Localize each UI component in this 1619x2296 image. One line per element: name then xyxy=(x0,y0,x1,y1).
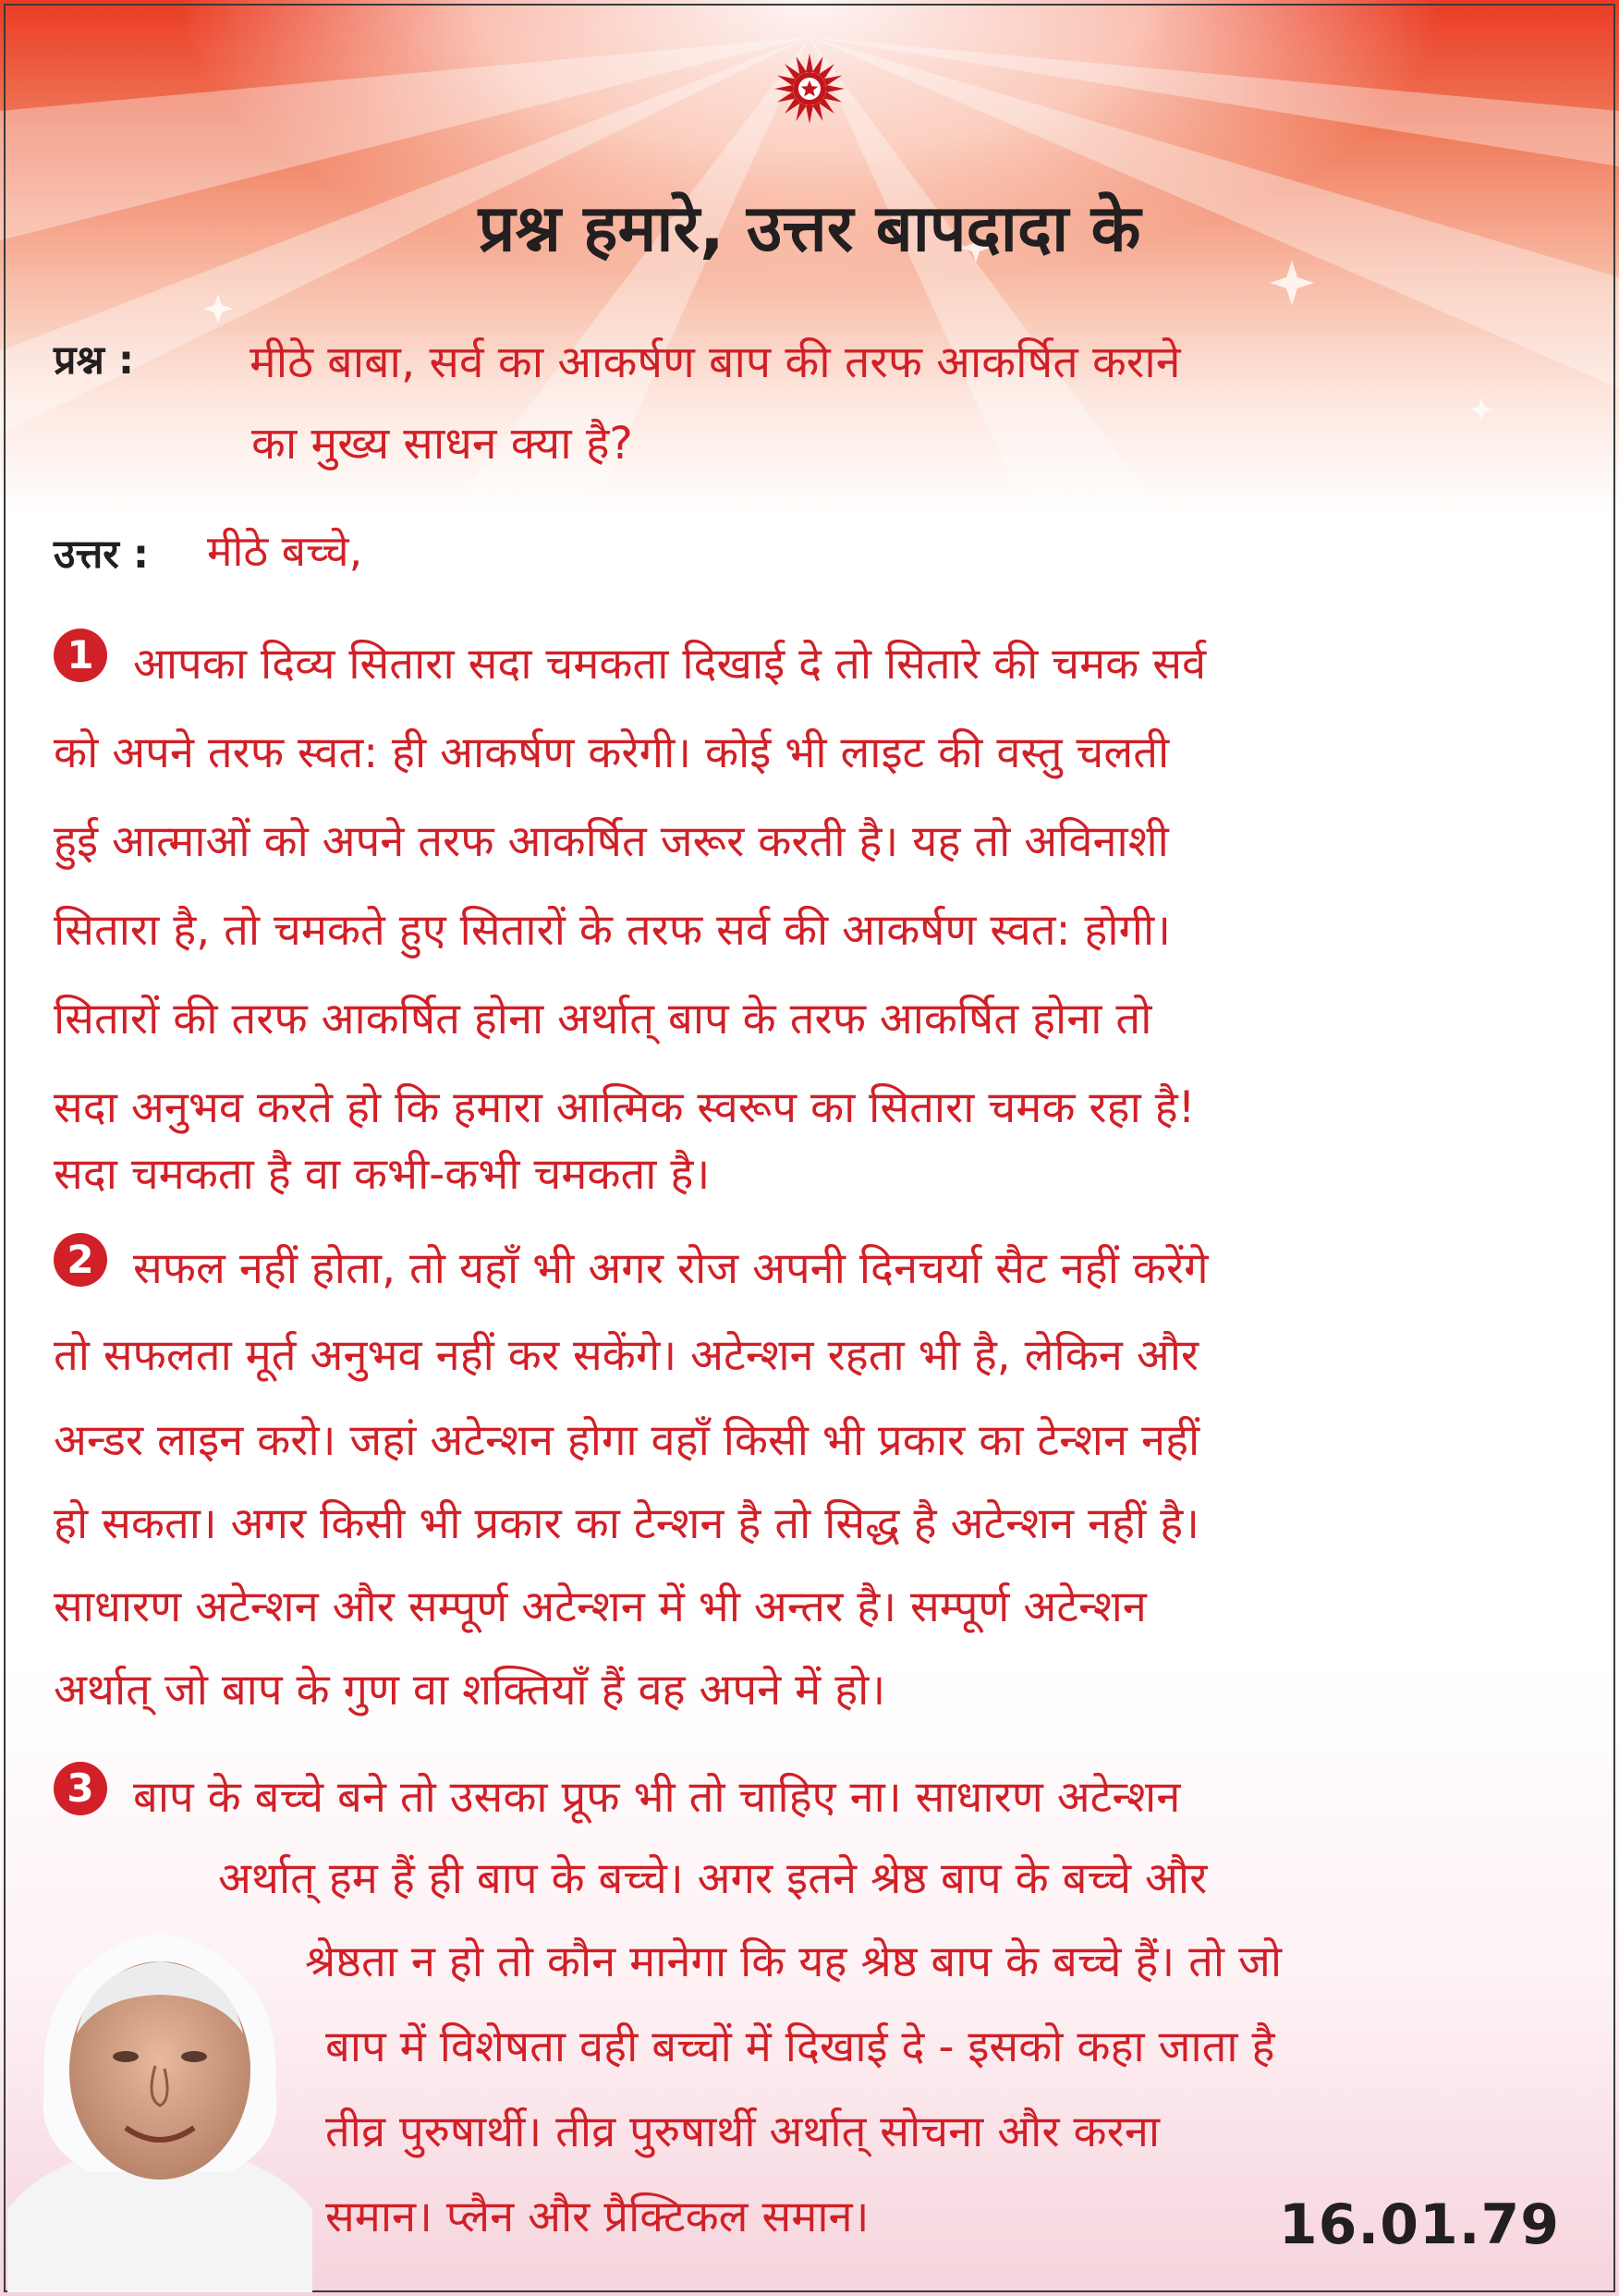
question-line: मीठे बाबा, सर्व का आकर्षण बाप की तरफ आकर्षित कराने xyxy=(250,336,1181,388)
number-badge-icon: 2 xyxy=(54,1233,107,1287)
point-line: साधारण अटेन्शन और सम्पूर्ण अटेन्शन में भी अन्तर है। सम्पूर्ण अटेन्शन xyxy=(54,1582,1147,1632)
point-line: तीव्र पुरुषार्थी। तीव्र पुरुषार्थी अर्थात् सोचना और करना xyxy=(325,2107,1161,2157)
point-line: हो सकता। अगर किसी भी प्रकार का टेन्शन है तो सिद्ध है अटेन्शन नहीं है। xyxy=(54,1498,1199,1549)
brahma-kumaris-logo-icon xyxy=(773,52,846,126)
point-line: सितारों की तरफ आकर्षित होना अर्थात् बाप के तरफ आकर्षित होना तो xyxy=(54,994,1152,1044)
date-stamp: 16.01.79 xyxy=(1278,2192,1560,2257)
question-text xyxy=(250,322,1580,484)
point-line: बाप में विशेषता वही बच्चों में दिखाई दे - इसको कहा जाता है xyxy=(325,2021,1275,2072)
number-badge-icon: 3 xyxy=(54,1762,107,1815)
number-badge-icon: 1 xyxy=(54,629,107,682)
point-line: सदा चमकता है वा कभी-कभी चमकता है। xyxy=(54,1149,711,1200)
point-line: सितारा है, तो चमकते हुए सितारों के तरफ सर्व की आकर्षण स्वत: होगी। xyxy=(54,905,1171,956)
point-line: हुई आत्माओं को अपने तरफ आकर्षित जरूर करती है। यह तो अविनाशी xyxy=(54,816,1169,867)
answer-label: उत्तर : xyxy=(54,531,150,578)
point-line: सदा अनुभव करते हो कि हमारा आत्मिक स्वरूप का सितारा चमक रहा है! xyxy=(54,1082,1196,1133)
point-line: आपका दिव्य सितारा सदा चमकता दिखाई दे तो सितारे की चमक सर्व xyxy=(133,639,1207,690)
question-line: का मुख्य साधन क्या है? xyxy=(251,418,633,470)
question-label: प्रश्न : xyxy=(54,337,135,384)
point-line: श्रेष्ठता न हो तो कौन मानेगा कि यह श्रेष्ठ बाप के बच्चे हैं। तो जो xyxy=(305,1936,1283,1987)
point-line: समान। प्लैन और प्रैक्टिकल समान। xyxy=(325,2192,870,2242)
answer-greeting: मीठे बच्चे, xyxy=(207,526,363,576)
point-line: अर्थात् हम हैं ही बाप के बच्चे। अगर इतने श्रेष्ठ बाप के बच्चे और xyxy=(218,1853,1208,1904)
point-line: सफल नहीं होता, तो यहाँ भी अगर रोज अपनी दिनचर्या सैट नहीं करेंगे xyxy=(133,1243,1209,1294)
point-line: अन्डर लाइन करो। जहां अटेन्शन होगा वहाँ किसी भी प्रकार का टेन्शन नहीं xyxy=(54,1415,1200,1466)
point-line: को अपने तरफ स्वत: ही आकर्षण करेगी। कोई भी लाइट की वस्तु चलती xyxy=(54,727,1170,778)
elder-portrait-photo xyxy=(7,1858,312,2292)
point-line: तो सफलता मूर्त अनुभव नहीं कर सकेंगे। अटेन्शन रहता भी है, लेकिन और xyxy=(54,1330,1199,1381)
page-title: प्रश्न हमारे, उत्तर बापदादा के xyxy=(478,190,1141,266)
point-line: अर्थात् जो बाप के गुण वा शक्तियाँ हैं वह अपने में हो। xyxy=(54,1665,886,1716)
point-line: बाप के बच्चे बने तो उसका प्रूफ भी तो चाहिए ना। साधारण अटेन्शन xyxy=(133,1772,1181,1823)
